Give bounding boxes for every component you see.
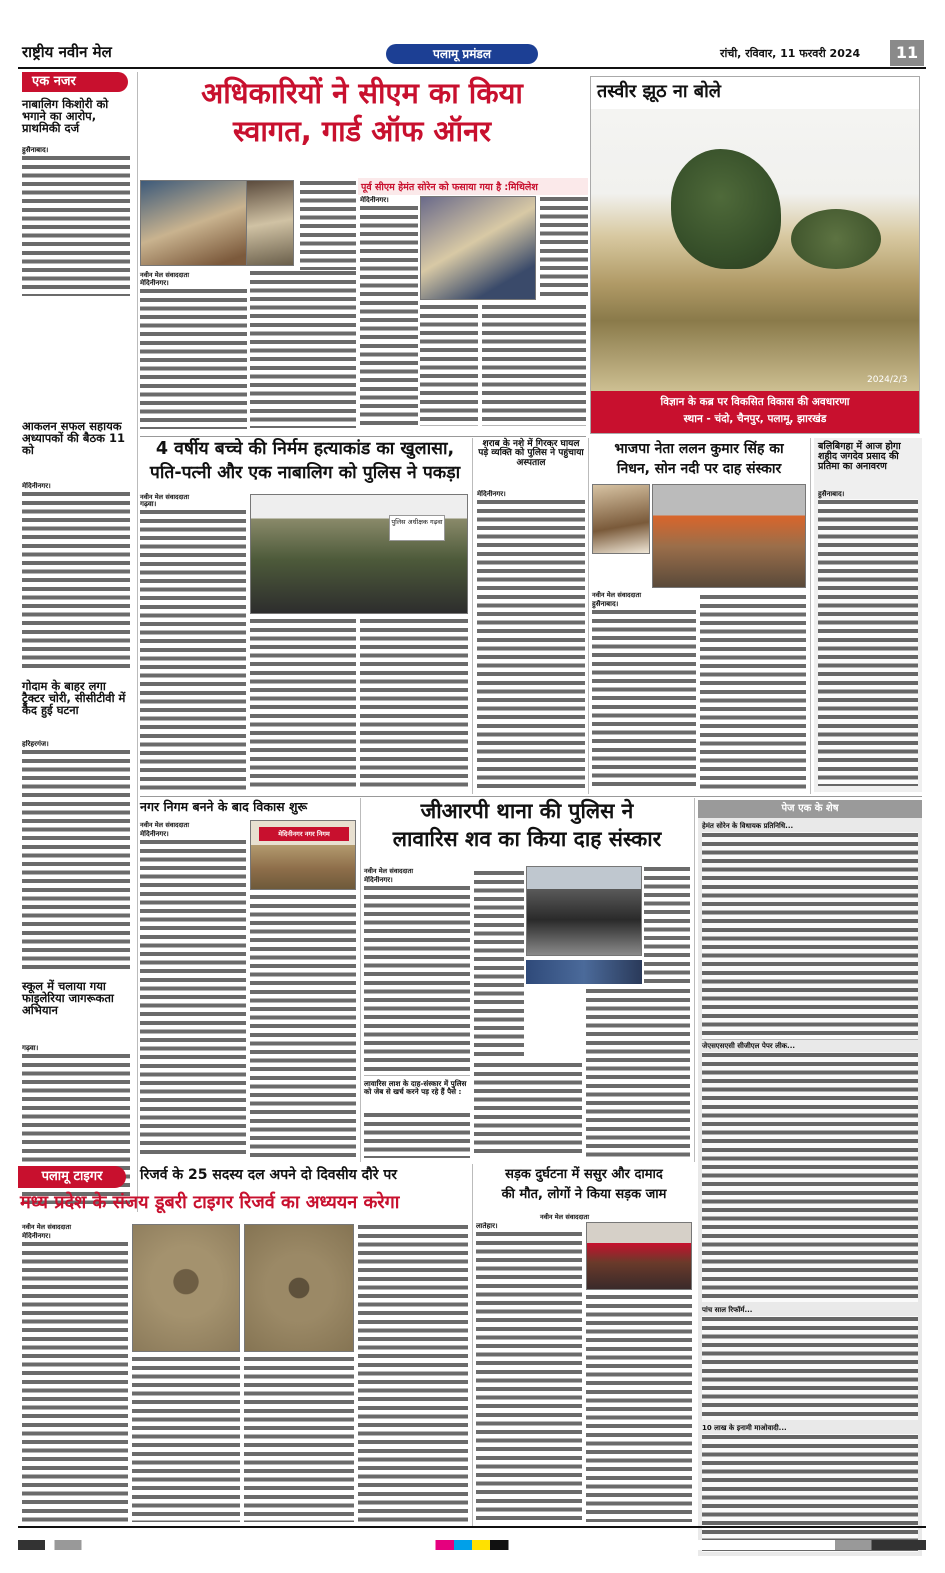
caption-line: स्थान - चंदो, चैनपुर, पलामू, झारखंड — [683, 413, 827, 425]
photo-date: 2024/2/3 — [867, 375, 908, 385]
murder-headline: 4 वर्षीय बच्चे की निर्मम हत्याकांड का खुलासा, — [155, 439, 455, 459]
accident-headline: सड़क दुर्घटना में ससुर और दामाद — [505, 1167, 663, 1182]
tiger-kicker: रिजर्व के 25 सदस्य दल अपने दो दिवसीय दौरे पर — [140, 1167, 398, 1183]
grp-photo — [526, 866, 642, 956]
drunk-headline: शराब के नशे में गिरकर घायल पड़े व्यक्ति को पुलिस ने पहुंचाया अस्पताल — [478, 439, 584, 468]
ek-nazar-column — [22, 72, 134, 1212]
page-ek-body — [702, 832, 918, 1040]
grp-subhead: लावारिस लाश के दाह-संस्कार में पुलिस को जेब से खर्च करने पड़ रहे हैं पैसे : — [364, 1079, 467, 1096]
lead-photo — [246, 180, 294, 266]
page-ek-item: जेएसएसएसी सीजीएल पेपर लीक... — [702, 1042, 796, 1050]
paper-name: राष्ट्रीय नवीन मेल — [22, 43, 112, 61]
accident-photo — [586, 1222, 692, 1290]
column-rule — [694, 798, 695, 1162]
page-ek-item: 10 लाख के इनामी माओवादी... — [702, 1424, 787, 1432]
bjp-body — [700, 594, 806, 790]
nagar-body — [250, 894, 356, 1158]
brief-body: मेदिनीनगर। — [22, 482, 130, 672]
page-ek-body — [702, 1052, 918, 1302]
police-sign: पुलिस अधीक्षक गढ़वा — [389, 515, 445, 541]
brief-title: गोदाम के बाहर लगा ट्रैक्टर चोरी, सीसीटीवी में कैद हुई घटना — [22, 679, 126, 718]
pugmark-photo — [132, 1224, 240, 1352]
tiger-body — [132, 1356, 240, 1522]
masthead-rule — [18, 67, 926, 69]
lead-headline-line2: स्वागत, गार्ड ऑफ ऑनर — [232, 114, 492, 148]
column-rule — [588, 438, 589, 794]
accident-body: लातेहार। — [476, 1222, 582, 1522]
page-ek-body — [702, 1434, 918, 1552]
lead-byline: नवीन मेल संवाददाता — [140, 271, 189, 279]
page-ek-item: हेमंत सोरेन के विधायक प्रतिनिधि... — [702, 822, 794, 830]
lead-body — [300, 180, 356, 270]
footer-bar — [18, 1540, 926, 1550]
section-rule — [140, 436, 586, 437]
bjp-byline: नवीन मेल संवाददाता — [592, 591, 641, 599]
brief-title: आकलन सफल सहायक अध्यापकों की बैठक 11 को — [22, 419, 126, 458]
grp-body — [644, 866, 690, 984]
column-rule — [810, 438, 811, 794]
tiger-body: मेदिनीनगर। — [22, 1232, 128, 1522]
page-ek-item: पांच साल रिफॉर्म... — [702, 1306, 753, 1314]
murder-body: गढ़वा। — [140, 500, 246, 790]
grp-body: मेदिनीनगर। — [364, 876, 470, 1076]
balidan-body: हुसैनाबाद। — [818, 490, 918, 786]
grp-body — [364, 1112, 470, 1158]
grp-body — [586, 988, 690, 1158]
grp-headline-line2: लावारिस शव का किया दाह संस्कार — [392, 827, 662, 851]
pugmark-photo — [244, 1224, 354, 1352]
accident-headline-line2: की मौत, लोगों ने किया सड़क जाम — [501, 1187, 667, 1202]
murder-headline-line2: पति-पत्नी और एक नाबालिग को पुलिस ने पकड़ा — [149, 463, 461, 483]
landscape-photo — [591, 109, 919, 391]
brief-body: गढ़वा। — [22, 1044, 130, 1204]
lead-body — [250, 270, 356, 428]
accident-body — [586, 1294, 692, 1522]
subhead-body — [420, 304, 478, 426]
nagar-headline: नगर निगम बनने के बाद विकास शुरू — [140, 799, 308, 814]
drunk-body: मेदिनीनगर। — [477, 490, 585, 790]
subhead-body: मेदिनीनगर। — [360, 196, 418, 426]
brief-title: नाबालिग किशोरी को भगाने का आरोप, प्राथमिकी दर्ज — [22, 97, 109, 136]
tree — [791, 209, 881, 269]
bjp-headline: भाजपा नेता ललन कुमार सिंह का — [614, 441, 784, 457]
murder-photo — [250, 494, 468, 614]
footer-rule — [18, 1526, 926, 1528]
nagar-photo — [250, 820, 356, 890]
dateline: रांची, रविवार, 11 फरवरी 2024 — [720, 47, 861, 60]
grp-body — [474, 1062, 582, 1158]
column-rule — [472, 1164, 473, 1526]
accident-byline: नवीन मेल संवाददाता — [540, 1213, 589, 1221]
subhead-body — [482, 304, 586, 426]
ek-nazar-label: एक नजर — [22, 72, 128, 92]
bjp-crowd-photo — [652, 484, 806, 588]
caption-line: विज्ञान के कब्र पर विकसित विकास की अवधारणा — [660, 396, 850, 408]
bjp-portrait — [592, 484, 650, 554]
column-rule — [360, 798, 361, 1162]
page-ek-label: पेज एक के शेष — [698, 800, 922, 818]
tree — [671, 149, 781, 269]
column-rule — [472, 438, 473, 794]
nagar-byline: नवीन मेल संवाददाता — [140, 821, 189, 829]
grp-byline: नवीन मेल संवाददाता — [364, 867, 413, 875]
lead-body: मेदिनीनगर। — [140, 279, 247, 429]
balidan-box — [814, 438, 922, 792]
lead-headline: अधिकारियों ने सीएम का किया — [201, 76, 523, 110]
tiger-headline: मध्य प्रदेश के संजय डूबरी टाइगर रिजर्व का अध्ययन करेगा — [20, 1192, 400, 1213]
murder-body — [250, 618, 356, 790]
bjp-body: हुसैनाबाद। — [592, 600, 696, 790]
murder-byline: नवीन मेल संवाददाता — [140, 493, 189, 501]
murder-body — [360, 618, 468, 790]
brief-title: स्कूल में चलाया गया फाइलेरिया जागरूकता अभियान — [22, 979, 114, 1018]
lead-subhead: पूर्व सीएम हेमंत सोरेन को फसाया गया है :मिथिलेश — [358, 178, 588, 195]
photo-caption — [591, 391, 919, 433]
subhead-photo — [420, 196, 536, 300]
page-ek-box — [698, 800, 922, 1556]
tiger-label: पलामू टाइगर — [18, 1166, 126, 1188]
section-tab: पलामू प्रमंडल — [386, 44, 538, 64]
brief-body: हुसैनाबाद। — [22, 146, 130, 296]
grp-photo-body — [526, 960, 642, 984]
tiger-body — [244, 1356, 354, 1522]
grp-headline: जीआरपी थाना की पुलिस ने — [420, 799, 634, 823]
nagar-body: मेदिनीनगर। — [140, 830, 246, 1158]
page-ek-body — [702, 1316, 918, 1420]
balidan-headline: बलिबिगहा में आज होगा शहीद जगदेव प्रसाद की प्रतिमा का अनावरण — [818, 441, 901, 472]
nagar-sign: मेदिनीनगर नगर निगम — [259, 827, 349, 841]
tiger-body — [358, 1224, 468, 1522]
column-rule — [137, 72, 138, 1212]
photo-feature-headline: तस्वीर झूठ ना बोले — [597, 81, 721, 102]
tiger-byline: नवीन मेल संवाददाता — [22, 1223, 71, 1231]
grp-body — [474, 870, 524, 1060]
page-number: 11 — [890, 40, 924, 66]
bjp-headline-line2: निधन, सोन नदी पर दाह संस्कार — [616, 461, 782, 477]
masthead — [18, 40, 926, 66]
section-rule — [140, 796, 922, 797]
brief-body: हरिहरगंज। — [22, 740, 130, 972]
photo-feature-box — [590, 76, 920, 434]
subhead-body — [540, 196, 588, 300]
